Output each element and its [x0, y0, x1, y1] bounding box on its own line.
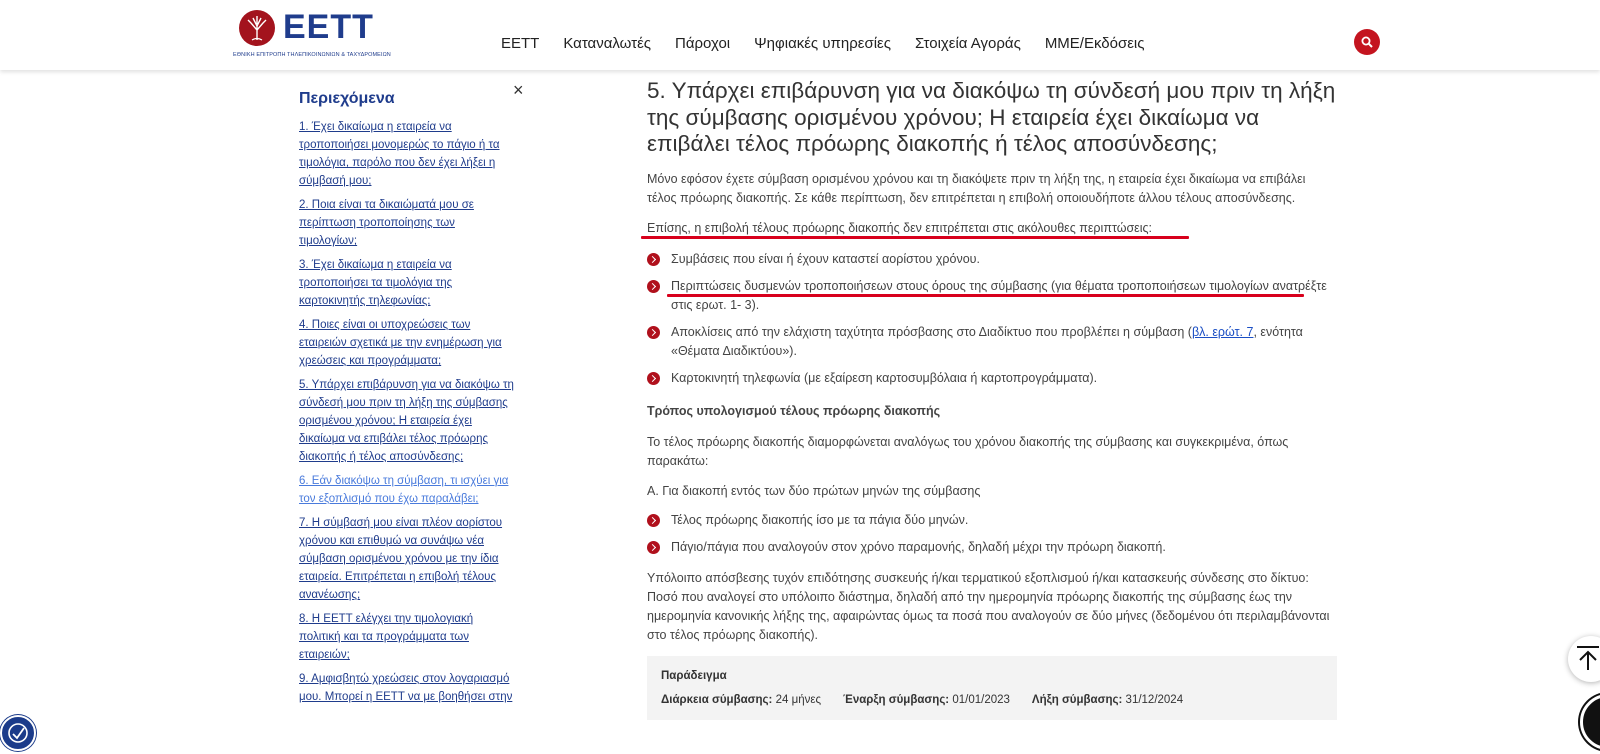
example-details [661, 694, 1323, 706]
list-item: Συμβάσεις που είναι ή έχουν καταστεί αορίστου χρόνου. [647, 250, 1337, 269]
logo-subtitle: ΕΘΝΙΚΗ ΕΠΙΤΡΟΠΗ ΤΗΛΕΠΙΚΟΙΝΩΝΙΩΝ & ΤΑΧΥΔΡΟΜΕΙΩΝ [233, 52, 391, 58]
accessibility-button[interactable] [0, 715, 36, 751]
highlight-paragraph [647, 219, 1337, 238]
table-of-contents [299, 90, 514, 712]
duration-label: Διάρκεια σύμβασης: [661, 693, 773, 706]
question-7-link[interactable]: βλ. ερώτ. 7 [1191, 324, 1254, 339]
list-item: Τέλος πρόωρης διακοπής ίσο με τα πάγια δύο μηνών. [647, 511, 1337, 530]
paragraph-amortization: Υπόλοιπο απόσβεσης τυχόν επιδότησης συσκευής ή/και τερματικού εξοπλισμού ή/και κατασκευής σύνδεσης στο δίκτυο: Ποσό που αναλογεί στο υπόλοιπο διάστημα, δηλαδή από την ημερομηνία πρόωρης διακοπής της σύμβασης έως την ημερομηνία κανονικής λήξης της, αφαιρώντας όμως τα ποσά που αναλογούν σε δύο μήνες (δεδομένου ότι περιλαμβάνονται στο τέλος πρόωρης διακοπής). [647, 570, 1330, 642]
site-header [0, 0, 1600, 70]
paragraph-intro: Μόνο εφόσον έχετε σύμβαση ορισμένου χρόνου και τη διακόψετε πριν τη λήξη της, η εταιρεία έχει δικαίωμα να επιβάλει τέλος πρόωρης διακοπής. Σε κάθε περίπτωση, δεν επιτρέπεται η επιβολή οποιουδήποτε άλλου τέλους αποσύνδεσης. [647, 171, 1306, 205]
search-button[interactable] [1354, 29, 1380, 55]
toc-item-3[interactable]: 3. Έχει δικαίωμα η εταιρεία να τροποποιήσει τα τιμολόγια της καρτοκινητής τηλεφωνίας; [299, 259, 453, 307]
article-content [647, 78, 1337, 720]
back-to-top-button[interactable] [1568, 636, 1600, 682]
paragraph-case-a: Α. Για διακοπή εντός των δύο πρώτων μηνών της σύμβασης [647, 483, 981, 498]
start-value: 01/01/2023 [952, 693, 1010, 706]
list-item: Καρτοκινητή τηλεφωνία (με εξαίρεση καρτοσυμβόλαια ή καρτοπρογράμματα). [647, 369, 1337, 388]
chevron-bullet-icon [647, 326, 660, 339]
toc-item-7[interactable]: 7. Η σύμβασή μου είναι πλέον αορίστου χρόνου και επιθυμώ να συνάψω νέα σύμβαση ορισμένου χρόνου με την ίδια εταιρεία. Επιτρέπεται η επιβολή τέλους ανανέωσης; [299, 517, 503, 601]
chevron-bullet-icon [647, 514, 660, 527]
example-title: Παράδειγμα [661, 669, 727, 682]
tree-logo-icon [239, 10, 275, 46]
chat-button[interactable] [1580, 694, 1600, 750]
red-underline-annotation [667, 294, 1304, 297]
nav-item-market-data[interactable]: Στοιχεία Αγοράς [914, 35, 1021, 52]
toc-item-8[interactable]: 8. Η ΕΕΤΤ ελέγχει την τιμολογιακή πολιτική και τα προγράμματα των εταιρειών; [299, 613, 474, 661]
toc-title: Περιεχόμενα [299, 90, 395, 107]
search-icon [1360, 35, 1374, 49]
toc-item-4[interactable]: 4. Ποιες είναι οι υποχρεώσεις των εταιρειών σχετικά με την ενημέρωση για χρεώσεις και προγράμματα; [299, 319, 502, 367]
red-underline-annotation [641, 236, 1189, 239]
chevron-bullet-icon [647, 372, 660, 385]
chevron-bullet-icon [647, 280, 660, 293]
chevron-bullet-icon [647, 253, 660, 266]
duration-value: 24 μήνες [775, 693, 822, 706]
article-heading: 5. Υπάρχει επιβάρυνση για να διακόψω τη σύνδεσή μου πριν τη λήξη της σύμβασης ορισμένου χρόνου; Η εταιρεία έχει δικαίωμα να επιβάλει τέλος πρόωρης διακοπής ή τέλος αποσύνδεσης; [647, 78, 1336, 156]
nav-item-providers[interactable]: Πάροχοι [675, 35, 731, 52]
toc-item-6[interactable]: 6. Εάν διακόψω τη σύμβαση, τι ισχύει για τον εξοπλισμό που έχω παραλάβει; [299, 475, 509, 505]
accessibility-icon [2, 717, 34, 749]
example-box [647, 656, 1337, 720]
toc-item-5[interactable]: 5. Υπάρχει επιβάρυνση για να διακόψω τη σύνδεσή μου πριν τη λήξη της σύμβασης ορισμένου χρόνου; Η εταιρεία έχει δικαίωμα να επιβάλει τέλος πρόωρης διακοπής ή τέλος αποσύνδεσης; [299, 379, 514, 463]
end-value: 31/12/2024 [1125, 693, 1184, 706]
main-nav [501, 35, 1169, 52]
arrow-up-icon [1568, 636, 1600, 682]
list-item: Αποκλίσεις από την ελάχιστη ταχύτητα πρόσβασης στο Διαδίκτυο που προβλέπει η σύμβαση (βλ. ερώτ. 7, ενότητα «Θέματα Διαδικτύου»). [647, 323, 1337, 361]
subheading-calculation: Τρόπος υπολογισμού τέλους πρόωρης διακοπής [647, 403, 941, 418]
paragraph-exceptions: Επίσης, η επιβολή τέλους πρόωρης διακοπής δεν επιτρέπεται στις ακόλουθες περιπτώσεις: [647, 220, 1153, 235]
logo-text: EETT [283, 8, 374, 46]
toc-item-2[interactable]: 2. Ποια είναι τα δικαιώματά μου σε περίπτωση τροποποίησης των τιμολογίων; [299, 199, 474, 247]
list-item: Περιπτώσεις δυσμενών τροποποιήσεων στους όρους της σύμβασης (για θέματα τροποποιήσεων τιμολογίων ανατρέξτε στις ερωτ. 1- 3). [647, 277, 1337, 315]
nav-item-media-publications[interactable]: ΜΜΕ/Εκδόσεις [1044, 35, 1145, 52]
list-item: Πάγιο/πάγια που αναλογούν στον χρόνο παραμονής, δηλαδή μέχρι την πρόωρη διακοπή. [647, 538, 1337, 557]
paragraph-calculation: Το τέλος πρόωρης διακοπής διαμορφώνεται αναλόγως του χρόνου διακοπής της σύμβασης και συγκεκριμένα, όπως παρακάτω: [647, 434, 1289, 468]
toc-close-icon[interactable]: × [513, 80, 524, 100]
eett-logo[interactable] [233, 8, 389, 64]
nav-item-digital-services[interactable]: Ψηφιακές υπηρεσίες [754, 35, 891, 52]
toc-item-9[interactable]: 9. Αμφισβητώ χρεώσεις στον λογαριασμό μου. Μπορεί η ΕΕΤΤ να με βοηθήσει στην [299, 673, 513, 703]
end-label: Λήξη σύμβασης: [1031, 693, 1123, 706]
nav-item-eett[interactable]: ΕΕΤΤ [501, 35, 540, 52]
chevron-bullet-icon [647, 541, 660, 554]
nav-item-consumers[interactable]: Καταναλωτές [563, 35, 652, 52]
start-label: Έναρξη σύμβασης: [843, 693, 950, 706]
toc-item-1[interactable]: 1. Έχει δικαίωμα η εταιρεία να τροποποιήσει μονομερώς το πάγιο ή τα τιμολόγια, παρόλο που δεν έχει λήξει η σύμβασή μου; [299, 121, 500, 187]
